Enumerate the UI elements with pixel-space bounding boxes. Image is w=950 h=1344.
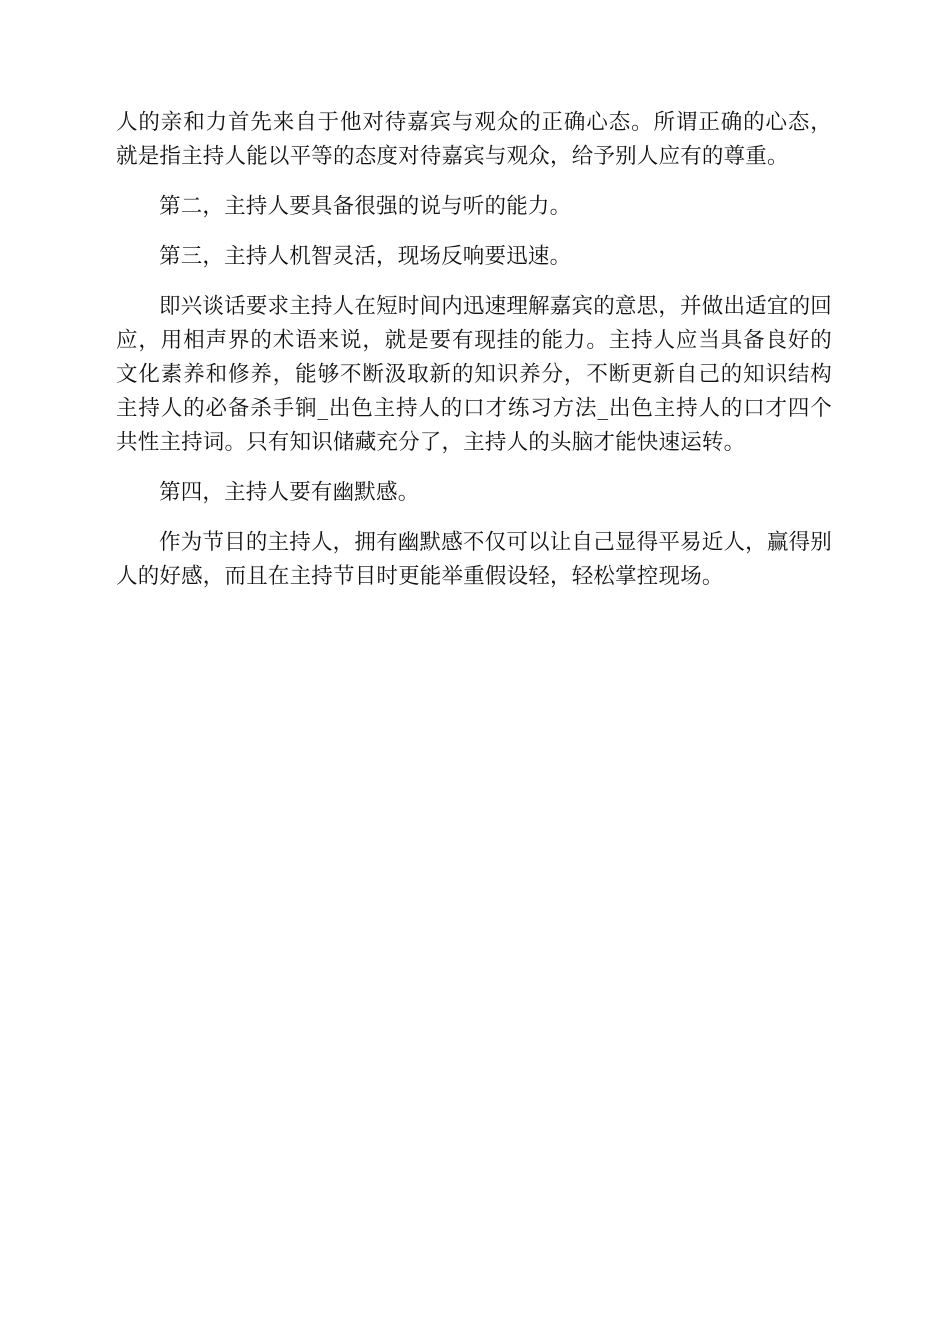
paragraph-humor: 作为节目的主持人，拥有幽默感不仅可以让自己显得平易近人，赢得别人的好感，而且在主持节目时更能举重假设轻，轻松掌控现场。 (116, 530, 832, 589)
paragraph-second-point: 第二，主持人要具备很强的说与听的能力。 (159, 194, 572, 219)
document-body (116, 106, 832, 610)
paragraph-continuation: 人的亲和力首先来自于他对待嘉宾与观众的正确心态。所谓正确的心态，就是指主持人能以平等的态度对待嘉宾与观众，给予别人应有的尊重。 (116, 110, 832, 169)
paragraph-improvisation: 即兴谈话要求主持人在短时间内迅速理解嘉宾的意思，并做出适宜的回应，用相声界的术语来说，就是要有现挂的能力。主持人应当具备良好的文化素养和修养，能够不断汲取新的知识养分，不断更新自己的知识结构主持人的必备杀手锏_出色主持人的口才练习方法_出色主持人的口才四个共性主持词。只有知识储藏充分了，主持人的头脑才能快速运转。 (116, 294, 832, 455)
paragraph-fourth-point: 第四，主持人要有幽默感。 (159, 480, 420, 505)
paragraph-third-point: 第三，主持人机智灵活，现场反响要迅速。 (159, 244, 572, 269)
